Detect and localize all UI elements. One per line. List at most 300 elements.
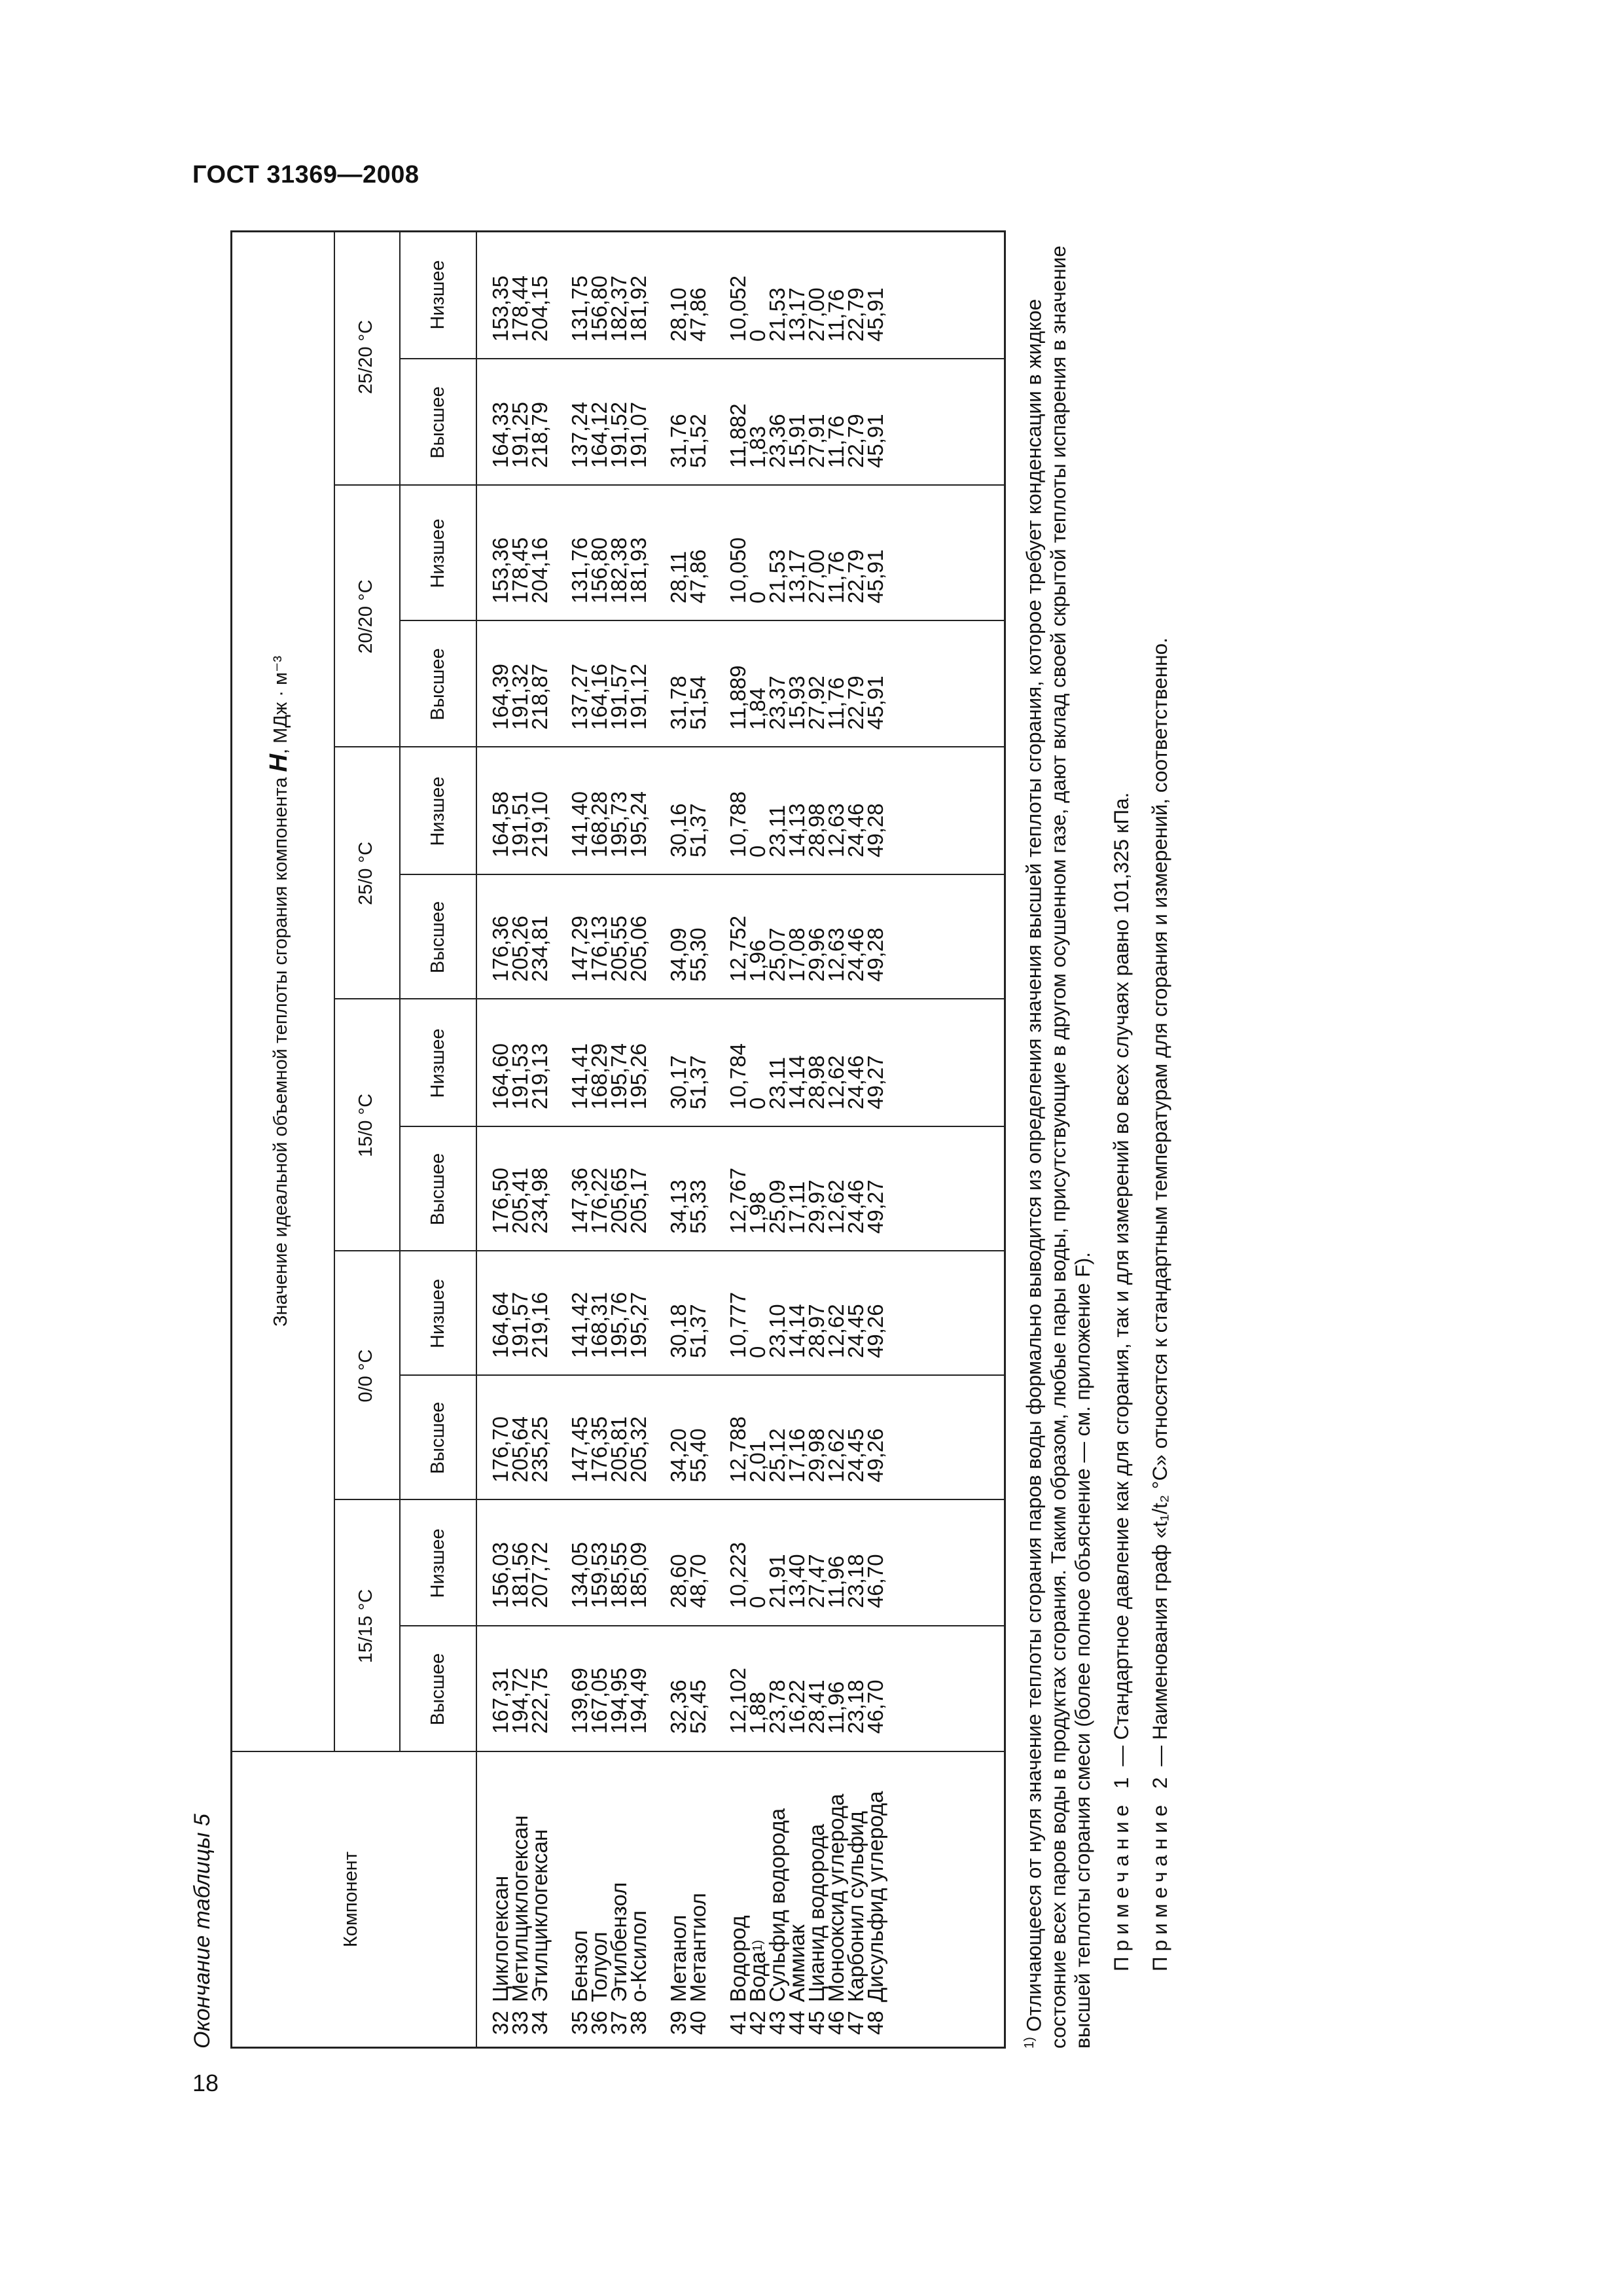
value-group bbox=[567, 1292, 651, 1358]
table-cell: 185,09 bbox=[626, 1542, 651, 1608]
table-row bbox=[527, 1791, 552, 2035]
value-group bbox=[728, 537, 885, 603]
table-cell: 222,75 bbox=[527, 1668, 552, 1734]
value-group bbox=[666, 1043, 710, 1109]
table-cell: 30,18 bbox=[666, 1304, 690, 1358]
value-group bbox=[728, 1416, 885, 1482]
component-number: 45 bbox=[804, 2011, 829, 2035]
table-cell: 14,14 bbox=[785, 1304, 809, 1358]
table-cell: 0 bbox=[745, 329, 770, 342]
value-group bbox=[488, 1292, 552, 1358]
value-group bbox=[488, 402, 552, 468]
table-cell: 141,40 bbox=[567, 791, 592, 857]
table-cell: 168,31 bbox=[587, 1292, 611, 1358]
temp-group-2: 0/0 °C bbox=[355, 1349, 376, 1403]
component-name: Этилбензол bbox=[607, 1882, 631, 2002]
value-group bbox=[488, 916, 552, 982]
standard-title: ГОСТ 31369—2008 bbox=[192, 161, 419, 188]
table-cell: 28,97 bbox=[804, 1304, 829, 1358]
table-cell: 1,98 bbox=[745, 1191, 770, 1234]
table-cell: 45,91 bbox=[863, 414, 887, 468]
table-cell: 164,12 bbox=[587, 402, 611, 468]
value-column bbox=[488, 1416, 906, 1482]
table-cell: 147,29 bbox=[567, 916, 592, 982]
table-cell: 1,83 bbox=[745, 425, 770, 468]
table-cell: 11,76 bbox=[824, 550, 848, 603]
component-number: 43 bbox=[765, 2011, 789, 2035]
table-cell: 182,37 bbox=[607, 276, 631, 342]
table-cell: 12,63 bbox=[824, 803, 848, 857]
table-cell: 22,79 bbox=[844, 414, 868, 468]
table-cell: 181,56 bbox=[508, 1542, 532, 1608]
table-cell: 191,57 bbox=[607, 664, 631, 730]
table-cell: 191,53 bbox=[508, 1043, 532, 1109]
value-group bbox=[567, 402, 651, 468]
table-row bbox=[688, 1791, 708, 2035]
table-cell: 28,10 bbox=[666, 287, 690, 342]
table-cell: 176,70 bbox=[488, 1416, 512, 1482]
note-1 bbox=[1109, 230, 1133, 2049]
table-cell: 131,76 bbox=[567, 537, 592, 603]
table-cell: 207,72 bbox=[527, 1542, 552, 1608]
table-cell: 194,95 bbox=[607, 1668, 631, 1734]
table-cell: 51,37 bbox=[686, 803, 710, 857]
col-high: Высшее bbox=[427, 386, 448, 459]
value-group bbox=[488, 537, 552, 603]
table-cell: 156,80 bbox=[587, 537, 611, 603]
sub-border bbox=[399, 874, 1006, 875]
table-cell: 141,41 bbox=[567, 1043, 592, 1109]
value-group bbox=[488, 1168, 552, 1234]
table-cell: 24,45 bbox=[844, 1304, 868, 1358]
table-cell: 147,45 bbox=[567, 1416, 592, 1482]
table-cell: 11,882 bbox=[726, 403, 750, 468]
table-cell: 10,223 bbox=[726, 1542, 750, 1608]
table-cell: 0 bbox=[745, 1596, 770, 1608]
table-cell: 29,97 bbox=[804, 1179, 829, 1234]
table-cell: 23,11 bbox=[765, 1056, 789, 1109]
table-cell: 178,45 bbox=[508, 537, 532, 603]
table-cell: 28,98 bbox=[804, 1055, 829, 1109]
table-cell: 12,767 bbox=[726, 1168, 750, 1234]
component-number: 41 bbox=[726, 2011, 750, 2035]
temp-group-1: 15/15 °C bbox=[355, 1588, 376, 1664]
value-group bbox=[728, 916, 885, 982]
value-column bbox=[488, 1168, 906, 1234]
value-column bbox=[488, 276, 906, 342]
table-cell: 156,80 bbox=[587, 276, 611, 342]
component-name: Метанол bbox=[666, 1914, 690, 2002]
value-group bbox=[666, 1542, 710, 1608]
table-cell: 0 bbox=[745, 1097, 770, 1109]
component-number: 36 bbox=[587, 2011, 611, 2035]
component-number: 47 bbox=[844, 2011, 868, 2035]
sub-border bbox=[399, 1625, 1006, 1626]
value-group bbox=[488, 1043, 552, 1109]
component-header: Компонент bbox=[340, 1851, 361, 1948]
table-cell: 194,49 bbox=[626, 1668, 651, 1734]
table-cell: 176,50 bbox=[488, 1168, 512, 1234]
table-cell: 1,88 bbox=[745, 1691, 770, 1734]
sub-border bbox=[399, 1126, 1006, 1127]
table-cell: 17,11 bbox=[785, 1181, 809, 1234]
table-cell: 205,26 bbox=[508, 916, 532, 982]
component-number: 42 bbox=[745, 2011, 770, 2035]
table-cell: 55,40 bbox=[686, 1428, 710, 1482]
component-number: 37 bbox=[607, 2011, 631, 2035]
value-column bbox=[488, 537, 906, 603]
sub-border bbox=[399, 620, 1006, 621]
value-group bbox=[567, 916, 651, 982]
value-column bbox=[488, 791, 906, 857]
table-cell: 14,13 bbox=[785, 803, 809, 857]
temp-group-6: 25/20 °C bbox=[355, 319, 376, 395]
component-name: Дисульфид углерода bbox=[863, 1791, 887, 2002]
table-cell: 10,052 bbox=[726, 276, 750, 342]
table-cell: 176,35 bbox=[587, 1416, 611, 1482]
table-cell: 22,79 bbox=[844, 287, 868, 342]
col-high: Высшее bbox=[427, 648, 448, 721]
table-cell: 11,889 bbox=[726, 665, 750, 730]
component-name: Этилциклогексан bbox=[527, 1829, 552, 2002]
value-group bbox=[666, 1668, 710, 1734]
table-cell: 195,26 bbox=[626, 1043, 651, 1109]
component-name: Водород bbox=[726, 1915, 750, 2002]
table-cell: 23,11 bbox=[765, 804, 789, 857]
table-cell: 48,70 bbox=[686, 1554, 710, 1608]
value-column bbox=[488, 1292, 906, 1358]
table-cell: 0 bbox=[745, 1346, 770, 1358]
table-cell: 22,79 bbox=[844, 675, 868, 730]
value-group bbox=[728, 791, 885, 857]
table-cell: 156,03 bbox=[488, 1542, 512, 1608]
table-cell: 2,01 bbox=[745, 1440, 770, 1482]
value-group bbox=[728, 664, 885, 730]
table-cell: 11,76 bbox=[824, 289, 848, 342]
value-group bbox=[666, 537, 710, 603]
temp-group-4: 25/0 °C bbox=[355, 841, 376, 906]
value-column bbox=[488, 664, 906, 730]
table-cell: 21,91 bbox=[765, 1554, 789, 1608]
table-cell: 27,47 bbox=[804, 1554, 829, 1608]
table-cell: 30,16 bbox=[666, 803, 690, 857]
table-cell: 12,62 bbox=[824, 1055, 848, 1109]
table-cell: 205,06 bbox=[626, 916, 651, 982]
table-cell: 195,27 bbox=[626, 1292, 651, 1358]
component-group bbox=[488, 1791, 552, 2035]
table-cell: 45,91 bbox=[863, 287, 887, 342]
component-group bbox=[666, 1791, 710, 2035]
table-cell: 49,26 bbox=[863, 1428, 887, 1482]
value-group bbox=[488, 1542, 552, 1608]
value-group bbox=[488, 1668, 552, 1734]
table-cell: 205,55 bbox=[607, 916, 631, 982]
table-cell: 24,45 bbox=[844, 1428, 868, 1482]
note-1-text: — Стандартное давление как для сгорания, так и для измерений во всех случаях равно 101,325 кПа. bbox=[1109, 792, 1133, 1772]
table-cell: 47,86 bbox=[686, 287, 710, 342]
header-divider-bottom bbox=[476, 230, 477, 2047]
table-cell: 17,08 bbox=[785, 927, 809, 982]
note-2-text: — Наименования граф «t₁/t₂ °С» относятся к стандартным температурам для сгорания и измерений, соответственно. bbox=[1147, 637, 1171, 1772]
table-cell: 181,92 bbox=[626, 276, 651, 342]
table-cell: 219,10 bbox=[527, 791, 552, 857]
table-cell: 24,46 bbox=[844, 1055, 868, 1109]
table-cell: 25,09 bbox=[765, 1179, 789, 1234]
table-cell: 139,69 bbox=[567, 1668, 592, 1734]
component-group bbox=[567, 1791, 651, 2035]
table-cell: 28,41 bbox=[804, 1679, 829, 1734]
component-number: 34 bbox=[527, 2011, 552, 2035]
value-column bbox=[488, 402, 906, 468]
value-group bbox=[728, 402, 885, 468]
value-group bbox=[666, 1416, 710, 1482]
value-group bbox=[488, 664, 552, 730]
value-group bbox=[666, 1168, 710, 1234]
table-cell: 195,76 bbox=[607, 1292, 631, 1358]
value-group bbox=[488, 1416, 552, 1482]
col-high: Высшее bbox=[427, 1153, 448, 1226]
value-group bbox=[666, 276, 710, 342]
table-cell: 23,18 bbox=[844, 1554, 868, 1608]
table-cell: 218,79 bbox=[527, 402, 552, 468]
table-cell: 12,62 bbox=[824, 1304, 848, 1358]
note-1-label: Примечание 1 bbox=[1109, 1772, 1133, 1971]
table-cell: 205,32 bbox=[626, 1416, 651, 1482]
table-cell: 191,57 bbox=[508, 1292, 532, 1358]
table-row bbox=[626, 1791, 651, 2035]
table-cell: 168,29 bbox=[587, 1043, 611, 1109]
component-number: 44 bbox=[785, 2011, 809, 2035]
table-cell: 13,17 bbox=[785, 549, 809, 603]
table-cell: 182,38 bbox=[607, 537, 631, 603]
table-cell: 137,27 bbox=[567, 664, 592, 730]
table-cell: 11,96 bbox=[824, 1555, 848, 1608]
table-cell: 24,46 bbox=[844, 803, 868, 857]
table-cell: 52,45 bbox=[686, 1679, 710, 1734]
col-low: Низшее bbox=[427, 1528, 448, 1598]
value-group bbox=[728, 1168, 885, 1234]
component-number: 32 bbox=[488, 2011, 512, 2035]
table-cell: 13,40 bbox=[785, 1554, 809, 1608]
component-number: 40 bbox=[686, 2011, 710, 2035]
table-cell: 14,14 bbox=[785, 1055, 809, 1109]
table-cell: 30,17 bbox=[666, 1055, 690, 1109]
table-cell: 1,96 bbox=[745, 939, 770, 982]
table-cell: 23,18 bbox=[844, 1679, 868, 1734]
table-cell: 49,27 bbox=[863, 1179, 887, 1234]
table-cell: 31,78 bbox=[666, 675, 690, 730]
component-column bbox=[488, 1791, 906, 2035]
value-group bbox=[728, 276, 885, 342]
col-low: Низшее bbox=[427, 260, 448, 330]
table-cell: 24,46 bbox=[844, 1179, 868, 1234]
table-cell: 13,17 bbox=[785, 287, 809, 342]
table-cell: 51,52 bbox=[686, 414, 710, 468]
table-cell: 11,76 bbox=[824, 415, 848, 468]
value-header-prefix: Значение идеальной объемной теплоты сгорания компонента bbox=[270, 777, 291, 1327]
footnote bbox=[1018, 230, 1095, 2049]
table-row bbox=[863, 1791, 887, 2035]
table-cell: 28,11 bbox=[666, 550, 690, 603]
component-name: Карбонил сульфид bbox=[844, 1811, 868, 2002]
col-high: Высшее bbox=[427, 901, 448, 974]
table-cell: 25,07 bbox=[765, 927, 789, 982]
table-cell: 27,92 bbox=[804, 675, 829, 730]
notes-block bbox=[1018, 230, 1172, 2049]
footnote-text: Отличающееся от нуля значение теплоты сгорания паров воды формально выводится из определения значения высшей теплоты сгорания, которое требует конденсации в жидкое состояние всех паров воды в продуктах сгорания. Таким образом, любые пары воды, присутствующие в другом осушенном газе, дают вклад своей скрытой теплоты испарения в значение высшей теплоты сгорания смеси (более полное объяснение — см. приложение F). bbox=[1022, 245, 1094, 2049]
table-cell: 16,22 bbox=[785, 1679, 809, 1734]
table-cell: 147,36 bbox=[567, 1168, 592, 1234]
data-table bbox=[230, 230, 1006, 2049]
value-group bbox=[567, 1416, 651, 1482]
table-cell: 191,25 bbox=[508, 402, 532, 468]
table-cell: 49,26 bbox=[863, 1304, 887, 1358]
table-cell: 168,28 bbox=[587, 791, 611, 857]
table-caption: Окончание таблицы 5 bbox=[190, 1814, 215, 2049]
table-cell: 167,31 bbox=[488, 1668, 512, 1734]
table-cell: 195,73 bbox=[607, 791, 631, 857]
table-cell: 34,09 bbox=[666, 927, 690, 982]
value-group bbox=[728, 1292, 885, 1358]
table-cell: 219,16 bbox=[527, 1292, 552, 1358]
value-group bbox=[567, 537, 651, 603]
table-cell: 45,91 bbox=[863, 675, 887, 730]
table-cell: 32,36 bbox=[666, 1679, 690, 1734]
table-cell: 49,28 bbox=[863, 803, 887, 857]
table-cell: 164,58 bbox=[488, 791, 512, 857]
component-name: Толуол bbox=[587, 1931, 611, 2002]
table-cell: 134,05 bbox=[567, 1542, 592, 1608]
value-group bbox=[728, 1668, 885, 1734]
value-group bbox=[666, 791, 710, 857]
table-cell: 164,64 bbox=[488, 1292, 512, 1358]
table-cell: 204,15 bbox=[527, 276, 552, 342]
table-cell: 205,65 bbox=[607, 1168, 631, 1234]
value-group bbox=[567, 1668, 651, 1734]
value-group bbox=[567, 1043, 651, 1109]
table-cell: 195,74 bbox=[607, 1043, 631, 1109]
value-group bbox=[666, 664, 710, 730]
table-cell: 24,46 bbox=[844, 927, 868, 982]
table-cell: 191,52 bbox=[607, 402, 631, 468]
component-name: Метилциклогексан bbox=[508, 1815, 532, 2002]
table-cell: 164,33 bbox=[488, 402, 512, 468]
table-cell: 204,16 bbox=[527, 537, 552, 603]
table-cell: 205,64 bbox=[508, 1416, 532, 1482]
component-name: Сульфид водорода bbox=[765, 1808, 789, 2002]
value-group bbox=[567, 1542, 651, 1608]
col-low: Низшее bbox=[427, 1028, 448, 1098]
table-cell: 12,788 bbox=[726, 1416, 750, 1482]
table-cell: 164,60 bbox=[488, 1043, 512, 1109]
table-cell: 164,16 bbox=[587, 664, 611, 730]
table-cell: 153,36 bbox=[488, 537, 512, 603]
component-name: о-Ксилол bbox=[626, 1910, 651, 2002]
table-cell: 181,93 bbox=[626, 537, 651, 603]
table-cell: 176,13 bbox=[587, 916, 611, 982]
table-cell: 191,51 bbox=[508, 791, 532, 857]
table-cell: 164,39 bbox=[488, 664, 512, 730]
value-group bbox=[728, 1043, 885, 1109]
table-cell: 131,75 bbox=[567, 276, 592, 342]
table-cell: 205,81 bbox=[607, 1416, 631, 1482]
component-name: Цианид водорода bbox=[804, 1823, 829, 2002]
table-cell: 219,13 bbox=[527, 1043, 552, 1109]
table-cell: 167,05 bbox=[587, 1668, 611, 1734]
table-cell: 191,07 bbox=[626, 402, 651, 468]
value-column bbox=[488, 1043, 906, 1109]
header-divider-mid bbox=[399, 230, 401, 1752]
table-cell: 28,60 bbox=[666, 1554, 690, 1608]
table-cell: 234,98 bbox=[527, 1168, 552, 1234]
component-number: 48 bbox=[863, 2011, 887, 2035]
table-cell: 31,76 bbox=[666, 414, 690, 468]
component-name: Циклогексан bbox=[488, 1875, 512, 2002]
table-cell: 21,53 bbox=[765, 549, 789, 603]
component-number: 46 bbox=[824, 2011, 848, 2035]
table-cell: 191,32 bbox=[508, 664, 532, 730]
table-cell: 49,27 bbox=[863, 1055, 887, 1109]
footnote-mark: 1) bbox=[1022, 2037, 1037, 2049]
component-name: Монооксид углерода bbox=[824, 1793, 848, 2002]
component-number: 39 bbox=[666, 2011, 690, 2035]
component-name: Аммиак bbox=[785, 1924, 809, 2002]
value-group bbox=[666, 402, 710, 468]
col-low: Низшее bbox=[427, 776, 448, 846]
temp-group-3: 15/0 °C bbox=[355, 1093, 376, 1158]
value-group bbox=[567, 791, 651, 857]
note-2-label: Примечание 2 bbox=[1147, 1772, 1171, 1971]
table-cell: 159,53 bbox=[587, 1542, 611, 1608]
table-cell: 218,87 bbox=[527, 664, 552, 730]
value-column bbox=[488, 1542, 906, 1608]
table-cell: 47,86 bbox=[686, 549, 710, 603]
rotated-table-sheet bbox=[190, 229, 1237, 2049]
value-header bbox=[265, 230, 293, 1752]
table-cell: 10,784 bbox=[726, 1043, 750, 1109]
value-group bbox=[728, 1542, 885, 1608]
table-cell: 49,28 bbox=[863, 927, 887, 982]
value-group bbox=[488, 791, 552, 857]
sub-border bbox=[399, 1374, 1006, 1376]
table-cell: 12,62 bbox=[824, 1428, 848, 1482]
value-group bbox=[666, 916, 710, 982]
table-cell: 28,98 bbox=[804, 803, 829, 857]
table-cell: 15,91 bbox=[785, 414, 809, 468]
table-cell: 191,12 bbox=[626, 664, 651, 730]
heat-symbol: H bbox=[265, 753, 293, 772]
table-cell: 51,37 bbox=[686, 1304, 710, 1358]
table-cell: 10,050 bbox=[726, 537, 750, 603]
table-cell: 23,10 bbox=[765, 1304, 789, 1358]
table-cell: 10,788 bbox=[726, 791, 750, 857]
table-cell: 27,91 bbox=[804, 414, 829, 468]
table-cell: 55,33 bbox=[686, 1179, 710, 1234]
component-number: 38 bbox=[626, 2011, 651, 2035]
table-cell: 176,22 bbox=[587, 1168, 611, 1234]
table-cell: 23,37 bbox=[765, 675, 789, 730]
table-cell: 27,00 bbox=[804, 287, 829, 342]
value-header-unit: , МДж · м⁻³ bbox=[270, 656, 291, 754]
table-cell: 29,98 bbox=[804, 1428, 829, 1482]
table-cell: 153,35 bbox=[488, 276, 512, 342]
value-column bbox=[488, 916, 906, 982]
table-cell: 11,76 bbox=[824, 677, 848, 730]
table-cell: 51,54 bbox=[686, 675, 710, 730]
table-cell: 22,79 bbox=[844, 549, 868, 603]
value-group bbox=[666, 1292, 710, 1358]
table-cell: 12,62 bbox=[824, 1179, 848, 1234]
